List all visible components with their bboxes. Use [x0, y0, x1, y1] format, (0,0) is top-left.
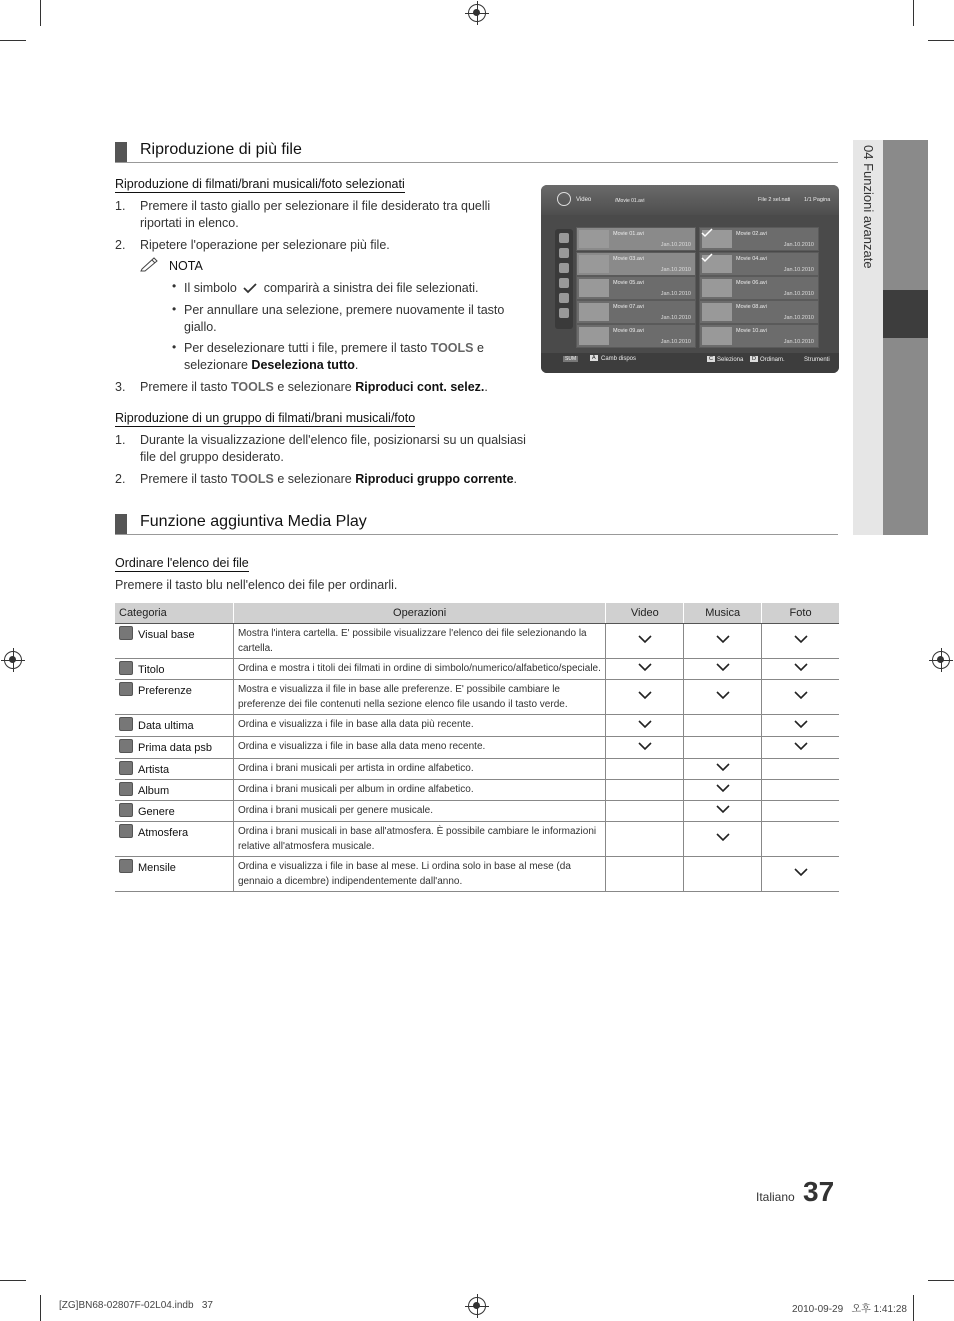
- category-icon: [119, 717, 133, 731]
- support-cell: [606, 659, 684, 680]
- chevron-check-icon: [638, 635, 652, 644]
- section-title: Funzione aggiuntiva Media Play: [140, 513, 367, 530]
- section-header: [115, 512, 838, 535]
- note-bullet: Per annullare una selezione, premere nuovamente il tasto giallo.: [184, 303, 505, 334]
- print-date: 2010-09-29 오후 1:41:28: [792, 1304, 907, 1315]
- step-text: Durante la visualizzazione dell'elenco file, posizionarsi su un qualsiasi file del gruppo desiderato.: [140, 433, 526, 464]
- file-item: Movie 03.avi Jan.10.2010: [576, 252, 696, 276]
- chevron-check-icon: [794, 663, 808, 672]
- support-cell: [762, 801, 839, 822]
- film-reel-icon: [557, 192, 571, 206]
- category-icon: [119, 739, 133, 753]
- support-cell: [684, 801, 762, 822]
- header-cell: Foto: [762, 603, 839, 624]
- table-row: [115, 737, 839, 759]
- support-cell: [762, 857, 839, 892]
- intro-text: Premere il tasto blu nell'elenco dei file per ordinarli.: [115, 578, 398, 592]
- note-bullet: Per deselezionare tutti i file, premere il tasto TOOLS e selezionare Deseleziona tutto.: [184, 341, 484, 372]
- support-cell: [684, 715, 762, 737]
- step-text: Premere il tasto TOOLS e selezionare Riproduci gruppo corrente.: [140, 472, 518, 486]
- select-label: Seleziona: [717, 357, 744, 363]
- step-text: Premere il tasto giallo per selezionare il file desiderato tra quelli riportati in elenco.: [140, 199, 491, 230]
- crop-mark: [40, 0, 41, 26]
- crop-mark: [913, 1295, 914, 1321]
- support-cell: [684, 680, 762, 715]
- table-row: [115, 857, 839, 892]
- header-cell: Categoria: [115, 603, 233, 624]
- step-number: 3.: [115, 380, 126, 394]
- chapter-label: 04 Funzioni avanzate: [861, 145, 876, 269]
- support-cell: [606, 715, 684, 737]
- screenshot-category-bar: [555, 229, 573, 329]
- chevron-check-icon: [716, 784, 730, 793]
- header-cell: Operazioni: [233, 603, 605, 624]
- step-number: 1.: [115, 199, 126, 213]
- support-cell: [684, 857, 762, 892]
- operation-cell: Ordina i brani musicali in base all'atmosfera. È possibile cambiare le informazioni relative all'atmosfera musicale.: [233, 822, 605, 857]
- chevron-check-icon: [638, 720, 652, 729]
- category-cell: Titolo: [115, 659, 233, 680]
- table-row: [115, 780, 839, 801]
- support-cell: [762, 780, 839, 801]
- chevron-check-icon: [716, 663, 730, 672]
- registration-mark-icon: [4, 651, 22, 669]
- crop-mark: [0, 40, 26, 41]
- category-icon: [119, 761, 133, 775]
- table-row: [115, 715, 839, 737]
- category-cell: Mensile: [115, 857, 233, 892]
- support-cell: [606, 780, 684, 801]
- category-cell: Visual base: [115, 624, 233, 659]
- category-icon: [119, 803, 133, 817]
- chevron-check-icon: [716, 805, 730, 814]
- chevron-check-icon: [716, 833, 730, 842]
- chevron-check-icon: [794, 691, 808, 700]
- operation-cell: Mostra e visualizza il file in base alle preferenze. E' possibile cambiare le preferenze dei file contenuti nella sezione elenco file usando il tasto verde.: [233, 680, 605, 715]
- crop-mark: [928, 40, 954, 41]
- note-bullet: Il simbolo comparirà a sinistra dei file selezionati.: [184, 281, 479, 295]
- category-icon: [119, 661, 133, 675]
- page-number: 37: [803, 1176, 835, 1207]
- support-cell: [606, 857, 684, 892]
- category-cell: Artista: [115, 759, 233, 780]
- operation-cell: Ordina i brani musicali per genere musicale.: [233, 801, 605, 822]
- step-number: 2.: [115, 238, 126, 252]
- table-row: [115, 624, 839, 659]
- support-cell: [762, 624, 839, 659]
- section-title: Riproduzione di più file: [140, 141, 302, 158]
- support-cell: [684, 822, 762, 857]
- category-icon: [119, 626, 133, 640]
- support-cell: [684, 624, 762, 659]
- support-cell: [762, 680, 839, 715]
- note-pencil-icon: [140, 256, 160, 272]
- support-cell: [606, 801, 684, 822]
- file-item: Movie 10.avi Jan.10.2010: [699, 324, 819, 348]
- file-item: Movie 04.avi Jan.10.2010: [699, 252, 819, 276]
- note-label: NOTA: [169, 259, 203, 273]
- section-header: [115, 140, 838, 163]
- chevron-check-icon: [638, 663, 652, 672]
- header-cell: Video: [606, 603, 684, 624]
- chevron-check-icon: [716, 763, 730, 772]
- file-item: Movie 08.avi Jan.10.2010: [699, 300, 819, 324]
- file-item: Movie 05.avi Jan.10.2010: [576, 276, 696, 300]
- step-number: 2.: [115, 472, 126, 486]
- operation-cell: Ordina i brani musicali per album in ordine alfabetico.: [233, 780, 605, 801]
- table-header-row: [115, 603, 839, 624]
- operation-cell: Ordina i brani musicali per artista in ordine alfabetico.: [233, 759, 605, 780]
- table-row: [115, 822, 839, 857]
- support-cell: [762, 759, 839, 780]
- category-cell: Prima data psb: [115, 737, 233, 759]
- table-row: [115, 680, 839, 715]
- registration-mark-icon: [932, 651, 950, 669]
- support-cell: [762, 715, 839, 737]
- screenshot-title: Video: [576, 197, 592, 203]
- category-icon: [119, 859, 133, 873]
- file-item: Movie 09.avi Jan.10.2010: [576, 324, 696, 348]
- screenshot-selected-count: File 2 sel.nati: [758, 197, 791, 203]
- file-info: [ZG]BN68-02807F-02L04.indb 37: [59, 1300, 213, 1311]
- category-cell: Album: [115, 780, 233, 801]
- crop-mark: [0, 1280, 26, 1281]
- sum-label: SUM: [565, 356, 577, 362]
- support-cell: [606, 737, 684, 759]
- support-cell: [762, 737, 839, 759]
- step-text: Ripetere l'operazione per selezionare più file.: [140, 238, 390, 252]
- chevron-check-icon: [794, 742, 808, 751]
- operation-cell: Mostra l'intera cartella. E' possibile visualizzare l'elenco dei file selezionando la cartella.: [233, 624, 605, 659]
- button-c-label: C: [709, 356, 713, 362]
- registration-mark-icon: [468, 1297, 486, 1315]
- subsection-title: Ordinare l'elenco dei file: [115, 556, 249, 570]
- sort-options-table: [115, 603, 839, 892]
- chevron-check-icon: [794, 635, 808, 644]
- chevron-check-icon: [716, 635, 730, 644]
- registration-mark-icon: [468, 4, 486, 22]
- operation-cell: Ordina e mostra i titoli dei filmati in ordine di simbolo/numerico/alfabetico/speciale.: [233, 659, 605, 680]
- support-cell: [762, 822, 839, 857]
- support-cell: [606, 680, 684, 715]
- header-cell: Musica: [684, 603, 762, 624]
- table-row: [115, 801, 839, 822]
- crop-mark: [928, 1280, 954, 1281]
- subsection-title: Riproduzione di un gruppo di filmati/brani musicali/foto: [115, 411, 416, 425]
- crop-mark: [913, 0, 914, 26]
- chevron-check-icon: [794, 868, 808, 877]
- screenshot-page: 1/1 Pagina: [804, 197, 831, 203]
- support-cell: [606, 624, 684, 659]
- category-cell: Preferenze: [115, 680, 233, 715]
- chevron-check-icon: [794, 720, 808, 729]
- file-item: Movie 02.avi Jan.10.2010: [699, 227, 819, 251]
- category-icon: [119, 824, 133, 838]
- change-device-label: Camb dispos: [601, 356, 637, 362]
- checkmark-icon: [242, 282, 258, 294]
- screenshot-footer: [541, 353, 839, 373]
- screenshot-path: /Movie 01.avi: [615, 198, 645, 204]
- table-row: [115, 659, 839, 680]
- subsection-title: Riproduzione di filmati/brani musicali/foto selezionati: [115, 177, 405, 191]
- support-cell: [684, 659, 762, 680]
- operation-cell: Ordina e visualizza i file in base al mese. Li ordina solo in base al mese (da gennaio a dicembre) indipendentemente dall'anno.: [233, 857, 605, 892]
- selected-check-icon: [701, 228, 713, 238]
- chevron-check-icon: [638, 742, 652, 751]
- category-cell: Data ultima: [115, 715, 233, 737]
- button-d-label: D: [752, 356, 756, 362]
- support-cell: [606, 759, 684, 780]
- support-cell: [684, 759, 762, 780]
- button-a-label: A: [592, 355, 596, 361]
- chevron-check-icon: [716, 691, 730, 700]
- support-cell: [762, 659, 839, 680]
- category-icon: [119, 782, 133, 796]
- sort-label: Ordinam.: [760, 357, 785, 363]
- step-number: 1.: [115, 433, 126, 447]
- step-text: Premere il tasto TOOLS e selezionare Riproduci cont. selez..: [140, 380, 488, 394]
- language-label: Italiano: [756, 1190, 795, 1204]
- file-item: Movie 06.avi Jan.10.2010: [699, 276, 819, 300]
- file-item: Movie 01.avi Jan.10.2010: [576, 227, 696, 251]
- tools-label: Strumenti: [804, 357, 830, 363]
- category-cell: Genere: [115, 801, 233, 822]
- selected-check-icon: [701, 253, 713, 263]
- chevron-check-icon: [638, 691, 652, 700]
- category-cell: Atmosfera: [115, 822, 233, 857]
- support-cell: [684, 780, 762, 801]
- file-item: Movie 07.avi Jan.10.2010: [576, 300, 696, 324]
- crop-mark: [40, 1295, 41, 1321]
- table-row: [115, 759, 839, 780]
- category-icon: [119, 682, 133, 696]
- support-cell: [606, 822, 684, 857]
- media-play-screenshot: [541, 185, 839, 373]
- operation-cell: Ordina e visualizza i file in base alla data più recente.: [233, 715, 605, 737]
- support-cell: [684, 737, 762, 759]
- chapter-tab-marker: [883, 290, 928, 338]
- operation-cell: Ordina e visualizza i file in base alla data meno recente.: [233, 737, 605, 759]
